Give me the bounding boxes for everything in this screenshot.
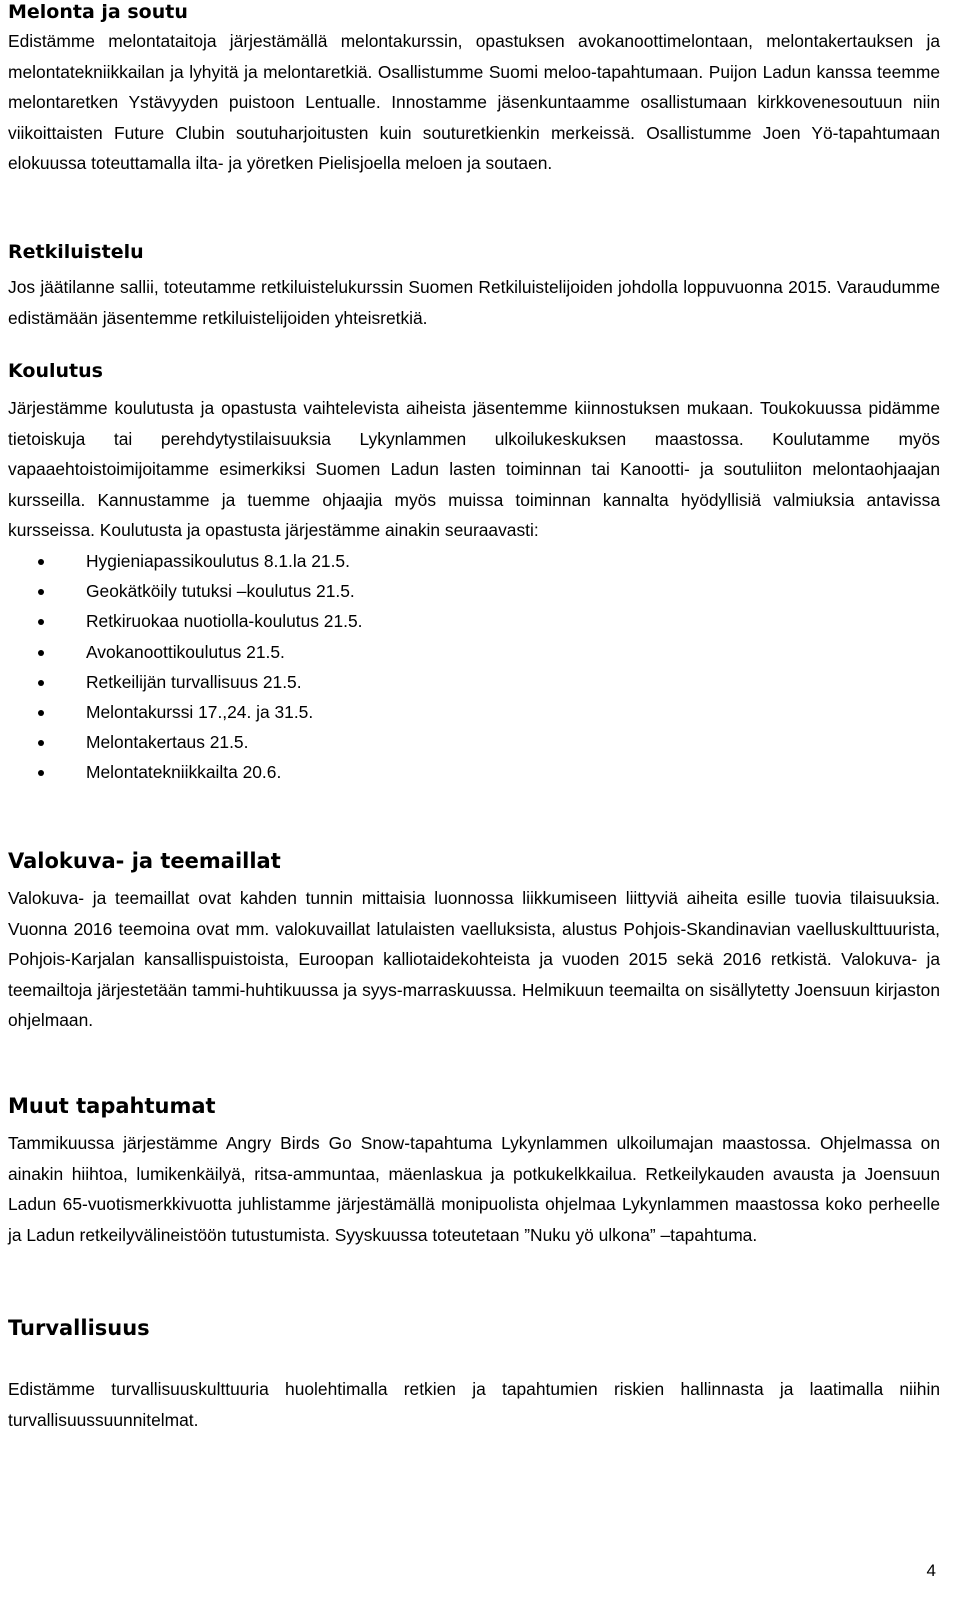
paragraph-koulutus: Järjestämme koulutusta ja opastusta vaihtelevista aiheista jäsentemme kiinnostuksen mukaan. Toukokuussa pidämme tietoiskuja tai perehdytystilaisuuksia Lykynlammen ulkoilukeskuksen maastossa. Koulutamme myös vapaaehtoistoimijoitamme esimerkiksi Suomen Ladun lasten toiminnan tai Kanootti- ja soutuliiton melontaohjaajan kursseilla. Kannustamme ja tuemme ohjaajia myös muissa toiminnan kannalta hyödyllisiä valmiuksia antavissa kursseissa. Koulutusta ja opastusta järjestämme ainakin seuraavasti: <box>8 398 940 541</box>
section-koulutus <box>8 359 940 788</box>
list-item <box>8 606 940 636</box>
bullet-icon <box>38 710 44 716</box>
list-item <box>8 637 940 667</box>
paragraph-retkiluistelu: Jos jäätilanne sallii, toteutamme retkiluistelukurssin Suomen Retkiluistelijoiden johdolla loppuvuonna 2015. Varaudumme edistämään jäsentemme retkiluistelijoiden yhteisretkiä. <box>8 277 940 328</box>
bullet-icon <box>38 589 44 595</box>
heading-valokuva: Valokuva- ja teemaillat <box>8 849 281 873</box>
section-melonta <box>8 0 940 179</box>
paragraph-valokuva: Valokuva- ja teemaillat ovat kahden tunnin mittaisia luonnossa liikkumiseen liittyviä aiheita esille tuovia tilaisuuksia. Vuonna 2016 teemoina ovat mm. valokuvaillat latulaisten vaelluksista, alustus Pohjois-Skandinavian vaelluskulttuurista, Pohjois-Karjalan kansallispuistoista, Euroopan kalliotaidekohteista ja vuoden 2015 sekä 2016 retkistä. Valokuva- ja teemailtoja järjestetään tammi-huhtikuussa ja syys-marraskuussa. Helmikuun teemailta on sisällytetty Joensuun kirjaston ohjelmaan. <box>8 888 940 1031</box>
list-item <box>8 727 940 757</box>
bullet-icon <box>38 650 44 656</box>
section-muut <box>8 1094 940 1250</box>
heading-retkiluistelu: Retkiluistelu <box>8 241 144 263</box>
list-item <box>8 667 940 697</box>
section-turvallisuus <box>8 1316 940 1435</box>
heading-koulutus: Koulutus <box>8 360 103 382</box>
paragraph-melonta: Edistämme melontataitoja järjestämällä melontakurssin, opastuksen avokanoottimelontaan, melontakertauksen ja melontatekniikkailan ja lyhyitä ja melontaretkiä. Osallistumme Suomi meloo-tapahtumaan. Puijon Ladun kanssa teemme melontaretken Ystävyyden puistoon Lentualle. Innostamme jäsenkuntaamme osallistumaan kirkkovenesoutuun niin viikoittaisten Future Clubin soutuharjoitusten kuin souturetkienkin merkeissä. Osallistumme Joen Yö-tapahtumaan elokuussa toteuttamalla ilta- ja yöretken Pielisjoella meloen ja soutaen. <box>8 31 940 174</box>
heading-turvallisuus: Turvallisuus <box>8 1316 150 1340</box>
list-item <box>8 757 940 787</box>
list-item <box>8 576 940 606</box>
heading-melonta: Melonta ja soutu <box>8 1 188 23</box>
bullet-list-koulutus <box>8 546 940 788</box>
bullet-icon <box>38 559 44 565</box>
heading-muut: Muut tapahtumat <box>8 1094 216 1118</box>
section-valokuva <box>8 849 940 1036</box>
list-item-text: Retkeilijän turvallisuus 21.5. <box>86 671 302 692</box>
bullet-icon <box>38 619 44 625</box>
list-item-text: Avokanoottikoulutus 21.5. <box>86 641 285 662</box>
list-item-text: Melontakurssi 17.,24. ja 31.5. <box>86 701 314 722</box>
list-item-text: Melontatekniikkailta 20.6. <box>86 762 282 783</box>
list-item-text: Retkiruokaa nuotiolla-koulutus 21.5. <box>86 611 363 632</box>
page-number: 4 <box>926 1561 936 1580</box>
list-item <box>8 546 940 576</box>
list-item <box>8 697 940 727</box>
paragraph-muut: Tammikuussa järjestämme Angry Birds Go Snow-tapahtuma Lykynlammen ulkoilumajan maastossa. Ohjelmassa on ainakin hiihtoa, lumikenkäilyä, ritsa-ammuntaa, mäenlaskua ja potkukelkkailua. Retkeilykauden avausta ja Joensuun Ladun 65-vuotismerkkivuotta juhlistamme järjestämällä monipuolista ohjelmaa Lykynlammen maastossa koko perheelle ja Ladun retkeilyvälineistöön tutustumista. Syyskuussa toteutetaan ”Nuku yö ulkona” –tapahtuma. <box>8 1133 940 1245</box>
section-retkiluistelu <box>8 240 940 333</box>
paragraph-turvallisuus: Edistämme turvallisuuskulttuuria huolehtimalla retkien ja tapahtumien riskien hallinnasta ja laatimalla niihin turvallisuussuunnitelmat. <box>8 1379 940 1430</box>
list-item-text: Melontakertaus 21.5. <box>86 732 249 753</box>
bullet-icon <box>38 680 44 686</box>
bullet-icon <box>38 770 44 776</box>
list-item-text: Hygieniapassikoulutus 8.1.la 21.5. <box>86 550 350 571</box>
list-item-text: Geokätköily tutuksi –koulutus 21.5. <box>86 581 355 602</box>
bullet-icon <box>38 740 44 746</box>
